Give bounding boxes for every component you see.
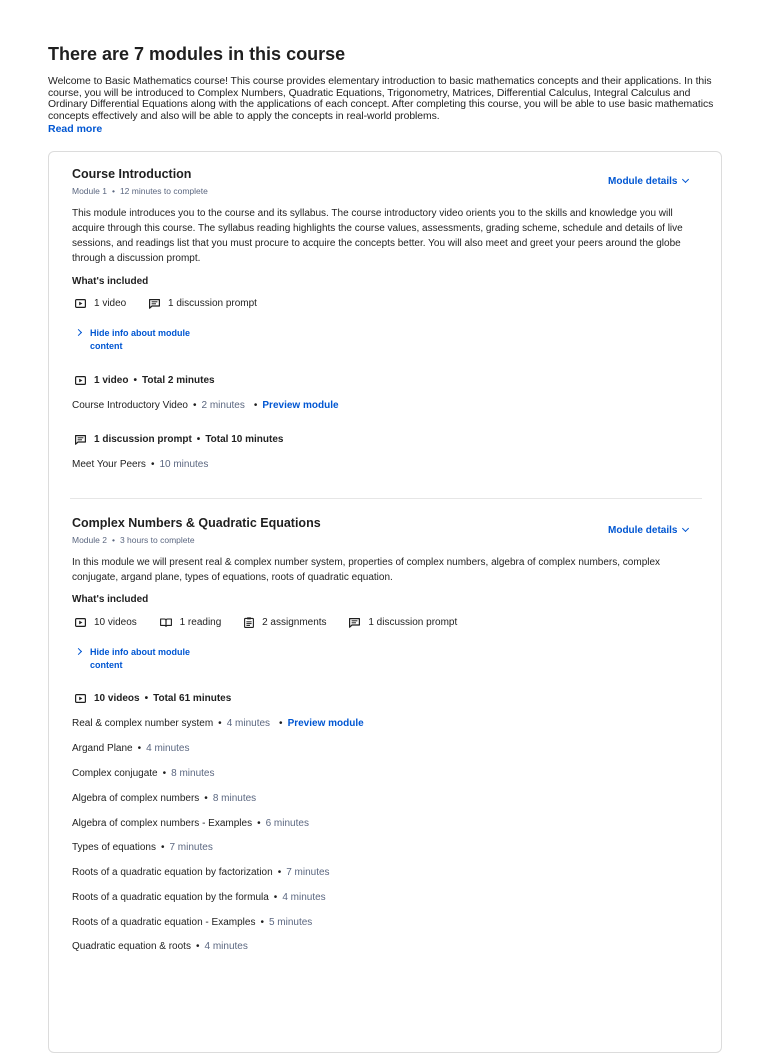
bullet: • <box>257 818 261 829</box>
module-divider <box>70 498 702 499</box>
bullet: • <box>204 793 208 804</box>
reading-icon <box>160 618 172 627</box>
list-item[interactable] <box>72 917 312 928</box>
section-total: Total 2 minutes <box>141 375 215 386</box>
item-duration: 4 minutes <box>282 892 326 903</box>
bullet: • <box>133 375 137 386</box>
item-name: Argand Plane <box>72 743 133 754</box>
included-videos <box>75 298 126 309</box>
item-duration: 6 minutes <box>265 818 309 829</box>
list-item[interactable] <box>72 892 326 903</box>
module-meta <box>72 535 195 545</box>
bullet: • <box>111 186 115 196</box>
videos-section-heading <box>75 693 231 704</box>
section-count: 1 discussion prompt <box>94 434 192 445</box>
bullet: • <box>279 718 283 729</box>
assignment-icon <box>244 617 254 628</box>
chevron-down-icon <box>682 525 689 532</box>
section-count: 10 videos <box>94 693 140 704</box>
item-name: Quadratic equation & roots <box>72 941 191 952</box>
item-name: Roots of a quadratic equation by the formula <box>72 892 269 903</box>
included-label: 1 reading <box>179 617 222 628</box>
list-item[interactable] <box>72 768 214 779</box>
bullet: • <box>273 892 278 903</box>
list-item[interactable] <box>72 941 248 952</box>
module-number: Module 2 <box>72 535 107 545</box>
item-duration: 4 minutes <box>226 718 271 729</box>
discussion-icon <box>149 299 160 309</box>
bullet: • <box>144 693 149 704</box>
hide-info-toggle[interactable] <box>76 646 210 671</box>
hide-info-label: Hide info about module content <box>90 647 190 670</box>
section-total: Total 61 minutes <box>153 693 232 704</box>
chevron-down-icon <box>682 176 689 183</box>
list-item[interactable] <box>72 459 208 470</box>
list-item[interactable] <box>72 867 330 878</box>
section-count: 1 video <box>94 375 129 386</box>
modules-card <box>48 151 722 1053</box>
video-icon <box>75 376 86 385</box>
item-duration: 8 minutes <box>171 768 215 779</box>
item-name: Algebra of complex numbers <box>72 793 200 804</box>
included-assignments <box>244 617 326 628</box>
module-title[interactable]: Complex Numbers & Quadratic Equations <box>72 516 321 530</box>
bullet: • <box>162 768 167 779</box>
included-label: 10 videos <box>94 617 137 628</box>
video-icon <box>75 618 86 627</box>
included-label: 2 assignments <box>262 617 327 628</box>
module-description: This module introduces you to the course and its syllabus. The course introductory video orients you to the skills and knowledge you will acquire through this course. The syllabus reading highlights the course values, assessments, grading scheme, schedule and details of live sessions, and readings list that you must procure to acquire the concepts better. You will also meet and greet your peers around the globe through a discussion prompt. <box>72 208 683 264</box>
bullet: • <box>160 842 165 853</box>
item-name: Meet Your Peers <box>72 459 146 470</box>
list-item[interactable] <box>72 818 309 829</box>
bullet: • <box>218 718 222 729</box>
whats-included-heading: What's included <box>72 594 149 605</box>
bullet: • <box>195 941 200 952</box>
course-description: Welcome to Basic Mathematics course! This course provides elementary introduction to basic mathematics concepts and their applications. In this course, you will be introduced to Complex Numbers, Quadratic Equations, Trigonometry, Matrices, Differential Calculus, Integral Calculus and Ordinary Differential Equations along with the applications of each concept. After completing this course, you will be able to use basic mathematics concepts effectively and also will be able to apply the concepts in real-world problems. <box>48 76 714 122</box>
item-duration: 2 minutes <box>201 400 245 411</box>
included-discussion <box>349 617 457 628</box>
item-name: Complex conjugate <box>72 768 158 779</box>
video-icon <box>75 299 86 308</box>
module-title[interactable]: Course Introduction <box>72 167 192 181</box>
item-name: Real & complex number system <box>72 718 214 729</box>
item-duration: 5 minutes <box>268 917 313 928</box>
video-icon <box>75 694 86 703</box>
list-item[interactable] <box>72 718 364 729</box>
item-duration: 10 minutes <box>159 459 209 470</box>
item-name: Algebra of complex numbers - Examples <box>72 818 253 829</box>
included-discussion <box>149 298 257 309</box>
bullet: • <box>150 459 155 470</box>
chevron-right-icon <box>75 648 82 655</box>
preview-module-link[interactable]: Preview module <box>262 400 339 411</box>
whats-included-heading: What's included <box>72 276 149 287</box>
module-details-label: Module details <box>608 176 678 187</box>
item-name: Course Introductory Video <box>72 400 188 411</box>
section-total: Total 10 minutes <box>205 434 284 445</box>
bullet: • <box>260 917 264 928</box>
bullet: • <box>253 400 258 411</box>
bullet: • <box>111 535 115 545</box>
module-meta <box>72 186 208 196</box>
included-label: 1 discussion prompt <box>368 617 458 628</box>
list-item[interactable] <box>72 793 256 804</box>
preview-module-link[interactable]: Preview module <box>287 718 364 729</box>
videos-section-heading <box>75 375 215 386</box>
module-number: Module 1 <box>72 186 107 196</box>
module-description: In this module we will present real & complex number system, properties of complex numbers, algebra of complex numbers, complex conjugate, argand plane, types of equations, roots of quadratic equation. <box>72 557 661 583</box>
discussion-icon <box>349 618 360 628</box>
included-list <box>75 298 277 309</box>
discussion-icon <box>75 435 86 445</box>
item-name: Types of equations <box>72 842 156 853</box>
discussion-section-heading <box>75 434 283 445</box>
included-list <box>75 617 477 628</box>
read-more-link[interactable]: Read more <box>48 123 103 135</box>
included-label: 1 discussion prompt <box>168 298 257 309</box>
module-duration: 3 hours to complete <box>119 535 195 545</box>
list-item[interactable] <box>72 400 339 411</box>
item-duration: 7 minutes <box>169 842 213 853</box>
bullet: • <box>193 400 197 411</box>
item-name: Roots of a quadratic equation by factorization <box>72 867 273 878</box>
hide-info-label: Hide info about module content <box>90 328 190 351</box>
bullet: • <box>277 867 282 878</box>
item-duration: 8 minutes <box>212 793 257 804</box>
module-details-button[interactable] <box>608 176 688 187</box>
module-duration: 12 minutes to complete <box>119 186 208 196</box>
list-item[interactable] <box>72 842 213 853</box>
included-readings <box>160 617 222 628</box>
item-duration: 7 minutes <box>286 867 330 878</box>
included-label: 1 video <box>94 298 127 309</box>
chevron-right-icon <box>75 329 82 336</box>
included-videos <box>75 617 137 628</box>
item-name: Roots of a quadratic equation - Examples <box>72 917 256 928</box>
bullet: • <box>137 743 142 754</box>
module-details-label: Module details <box>608 525 678 536</box>
list-item[interactable] <box>72 743 189 754</box>
module-details-button[interactable] <box>608 525 688 536</box>
bullet: • <box>196 434 201 445</box>
page-title: There are 7 modules in this course <box>48 44 346 64</box>
hide-info-toggle[interactable] <box>76 327 210 352</box>
item-duration: 4 minutes <box>146 743 190 754</box>
item-duration: 4 minutes <box>204 941 248 952</box>
